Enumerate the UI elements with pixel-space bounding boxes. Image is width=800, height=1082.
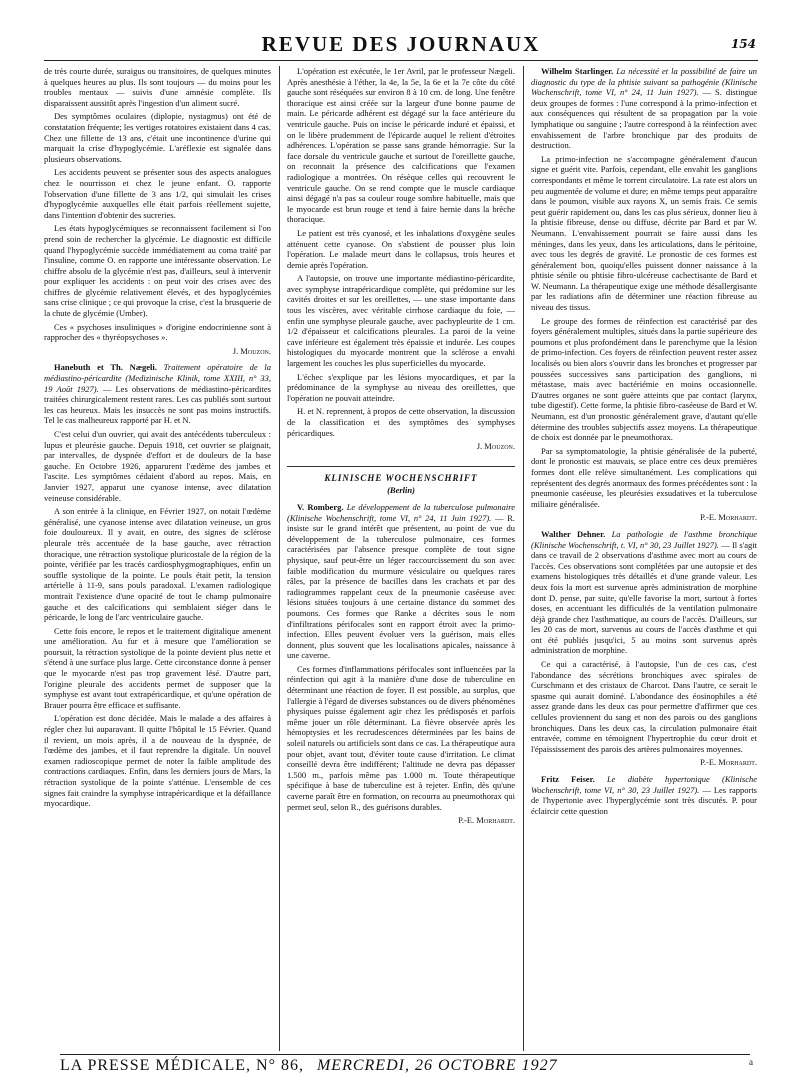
- journal-section-title: KLINISCHE WOCHENSCHRIFT: [287, 466, 515, 484]
- paragraph: Cette fois encore, le repos et le traitement digitalique amenent une amélioration. Au fur et à mesure que l'amélioration se poursuit, la rétraction systolique de la pointe devient plus nette et s'étend à une surface plus large. Cette circonstance donne à penser que le myocarde n'est pas trop gravement lésé. D'autre part, l'origine pleurale des accidents permet de supposer que la symphyse est avant tout extrapéricardique, et qu'une opération de Brauer pourra être efficace et suffisante.: [44, 625, 271, 710]
- paragraph: Ce qui a caractérisé, à l'autopsie, l'un de ces cas, c'est l'abondance des sécrétions bronchiques avec spirales de Curschmann et des cristaux de Charcot. Dans l'autre, ce serait le spasme qui aurait dominé. L'abondance des éosinophiles a été assez grande dans les deux cas pour permettre d'affirmer que ces cellules proviennent du sang et non des parois ou des ganglions bronchiques. Dans les deux cas, la circulation pulmonaire était entravée, comme en témoignent l'hypertrophie du cœur droit et l'épaississement des parois des artères pulmonaires moyennes.: [531, 659, 757, 754]
- printer-mark: a: [749, 1057, 754, 1067]
- signature: P.-E. Morhardt.: [700, 512, 757, 523]
- paragraph: C'est celui d'un ouvrier, qui avait des antécédents tuberculeux : lupus et pleurésie gauche. Depuis 1918, cet ouvrier se plaignait, par intervalles, de dyspnée d'effort et de douleurs de la base gauche. En Octobre 1926, apparurent l'œdème des jambes et l'ascite. Les symptômes cédaient d'abord au repos. Mais, en Janvier 1927, apparut une cyanose intense, avec dilatation veineuse considérable.: [44, 429, 271, 503]
- paragraph: L'échec s'explique par les lésions myocardiques, et par la prédominance de la symphyse au niveau des oreillettes, que l'opération ne pouvait atteindre.: [287, 371, 515, 403]
- page-title: REVUE DES JOURNAUX: [261, 32, 541, 56]
- page-footer: [60, 1054, 754, 1075]
- page-header: [44, 30, 758, 61]
- article-intro: — Les observations de médiastino-péricardites traitées chirurgicalement restent rares. Les cas publiés sont surtout les cas heureux. Mais les insuccès ne sont pas moins instructifs. Tel le cas malheureux rapporté par H. et N.: [44, 383, 271, 426]
- signature: P.-E. Morhardt.: [458, 815, 515, 826]
- paragraph: La primo-infection ne s'accompagne généralement d'aucun signe et guérit vite. Parfois, cependant, elle envahit les ganglions correspondants et même le torrent circulatoire. La rate est alors un peu augmentée de volume et dure; en même temps peut apparaître dans le poumon, visible aux rayons X, un semis frais. Ce semis peut guérir rapidement ou, dans les cas plus sérieux, donner lieu à la phtisie fibreuse, dense ou diffuse, décrite par Bard et par W. Neumann. L'envahissement pourrait se faire aussi dans les méninges, dans les yeux, dans les articulations, dans le péritoine, avec tous les degrés de gravité. Le pronostic de ces formes est généralement bon, quoiqu'elles puissent donner naissance à la phtisie sénile ou phtisie fibro-ulcéreuse cachectisante de Bard et W. Neumann. La thérapeutique exige une méthode désallergisante par les radiations afin de déterminer une réaction fibreuse au niveau des tissus.: [531, 153, 757, 313]
- paragraph: H. et N. reprennent, à propos de cette observation, la discussion de la classification et des symptômes des symphyses péricardiques.: [287, 406, 515, 438]
- article-heading: [287, 502, 515, 661]
- article-heading: [44, 362, 271, 426]
- page-number: 154: [730, 37, 756, 51]
- paragraph: L'opération est exécutée, le 1er Avril, par le professeur Nægeli. Après anesthésie à l'éther, la 4e, la 5e, la 6e et la 7e côte du côté gauche sont réséquées sur environ 8 à 10 cm. de long. Une fenêtre thoracique est ainsi créée sur la largeur d'une bonne paume de main. Le péricarde adhérent est dégagé sur la face antérieure du ventricule gauche. Puis on incise le péricarde induré et épaissi, et on le libère prudemment de l'épicarde auquel le relient d'étroites adhérences. L'opération se passe sans grande hémorragie. Sur la face dorsale du ventricule gauche et surtout de l'oreillette gauche, on reconnait la présence des calcifications que l'examen radiologique a montrées. On résèque celles qui recouvrent le ventricule gauche. On se rend compte que le muscle cardiaque ainsi dégagé n'a pas sa couleur rouge sombre habituelle, mais que le myocarde est brun rouge et tend à faire hernie dans la brèche thoracique.: [287, 66, 515, 225]
- article-intro: — Il s'agit dans ce travail de 2 observations d'asthme avec mort au cours de l'accès. Ces observations sont complétées par une autopsie et des examens histologiques très détaillés et d'une grande valeur. Les deux fois la mort est survenue après administration de morphine dont D. pense, par suite, qu'elle favorise la mort, surtout à fortes doses, en accentuant les difficultés de la ventilation pulmonaire déjà grande chez l'asthmatique, au cours de l'accès. D'ailleurs, sur les 20 cas de mort, survenus au cours de l'accès d'asthme et qui ont été publiés jusqu'ici, 5 au moins sont survenus après administration de morphine.: [531, 539, 757, 656]
- column-divider: [523, 66, 524, 1051]
- journal-name: LA PRESSE MÉDICALE, N° 86,: [60, 1057, 304, 1074]
- article-intro: — Les rapports de l'hypertonie avec l'hyperglycémie sont très discutés. P. pour éclaircir cette question: [531, 784, 757, 816]
- column-divider: [279, 66, 280, 1051]
- paragraph: L'opération est donc décidée. Mais le malade a des affaires à régler chez lui auparavant. Il quitte l'hôpital le 15 Février. Quand il revient, un mois après, il a de nouveau de la dyspnée, de l'œdème des jambes, et il faut reprendre la digitale. Un nouvel examen radioscopique permet de noter la faible amplitude des contractions cardiaques. Enfin, dans les derniers jours de Mars, la rétraction systolique de la pointe s'atténue. L'ensemble de ces signes fait craindre la symphyse intrapéricardique et la défaillance myocardique.: [44, 713, 271, 809]
- article-author: Wilhelm Starlinger.: [541, 66, 614, 76]
- signature: P.-E. Morhardt.: [700, 757, 757, 768]
- paragraph: Le patient est très cyanosé, et les inhalations d'oxygène seules atténuent cette cyanose. On s'abstient de pousser plus loin l'opération. Le malade meurt dans le collapsus, trois heures et demie après l'opération.: [287, 227, 515, 270]
- paragraph: A l'autopsie, on trouve une importante médiastino-péricardite, avec symphyse intrapéricardique complète, qui prédomine sur les cavités droites et sur les oreillettes, — une stase importante dans tous les viscères, avec véritable cirrhose cardiaque du foie, — enfin une symphyse pleurale gauche, avec pachypleurite de 1 cm. 1/2 d'épaisseur et calcifications pleurales. La paroi de la veine cave inférieure est également très épaissie et indurée. Les coupes histologiques du myocarde montrent que la sclérose a envahi largement les couches les plus superficielles du myocarde.: [287, 273, 515, 369]
- column-right: [531, 66, 757, 1051]
- article-author: Hanebuth et Th. Nægeli.: [54, 362, 157, 373]
- paragraph: Les accidents peuvent se présenter sous des aspects analogues chez le nourrisson et chez le jeune enfant. O. rapporte l'observation d'une fillette de 3 ans 1/2, qui simulait les crises d'hypoglycémie auxquelles elle était parfois réellement sujette, dans l'intention d'obtenir des sucreries.: [44, 167, 271, 220]
- paragraph: Des symptômes oculaires (diplopie, nystagmus) ont été de constatation fréquente; les vertiges rotatoires existaient dans 4 cas. Chez une fillette de 13 ans, c'était une incontinence d'urine qui marquait la crise d'hypoglycémie. L'aréflexie est signalée dans plusieurs observations.: [44, 111, 271, 164]
- article-author: V. Romberg.: [297, 501, 344, 512]
- issue-date: MERCREDI, 26 OCTOBRE 1927: [316, 1057, 558, 1074]
- paragraph: Ces formes d'inflammations périfocales sont influencées par la réinfection qui agit à la manière d'une dose de tuberculine en déterminant une réaction de foyer. Il est possible, au surplus, que l'allergie à l'égard de diverses substances ou de divers phénomènes physiques puisse également agir chez les prédisposés et parfois même jouer un rôle déterminant. La fièvre observée après les hémoptysies et les recrudescences déterminées par les bains de soleil naturels ou artificiels sont dans ce cas. La thérapeutique aura pour objet, avant tout, d'éviter toute cause d'irritation. Le climat conseillé devra être indifférent; l'altitude ne devra pas dépasser 1.500 m., parfois même pas 1.000 m. Toute thérapeutique spécifique à base de tuberculine est à rejeter. Enfin, dès qu'une caverne paraît être en formation, on recourra au pneumothorax qui permet seul, selon R., des guérisons durables.: [287, 663, 515, 812]
- paragraph: A son entrée à la clinique, en Février 1927, on notait l'œdème généralisé, une cyanose intense avec dilatation veineuse, un gros foie douloureux. Il y avait, en outre, des signes de sclérose pleurale très accentuée de la base gauche, avec rétraction thoracique, une rétraction systolique pluricostale de la région de la pointe, vérifiée par les tracés cardiosphygmographiques, enfin un souffle systolique de la pointe. Le pouls était petit, la tension artérielle à 11-9, sans pouls paradoxal. L'examen radiologique montrait l'existence d'une opacité de tout le champ pulmonaire gauche et des calcifications qui semblaient siéger dans le péricarde, le long de l'arc ventriculaire gauche.: [44, 506, 271, 623]
- paragraph: de très courte durée, suraigus ou transitoires, de quelques minutes à quelques heures au plus. Ils sont toujours — du moins pour les troubles mentaux — suivis d'une amnésie complète. Ils disparaissent aussitôt après l'ingestion d'un aliment sucré.: [44, 66, 271, 108]
- article-title: Le développement de la tuberculose pulmonaire (Klinische Wochenschrift, tome VI, n° 24, 11 Juin 1927).: [287, 501, 515, 523]
- article-heading: [531, 774, 757, 816]
- column-middle: [287, 66, 515, 1051]
- paragraph: Par sa symptomatologie, la phtisie généralisée de la puberté, dont le pronostic est mauvais, se place entre ces deux premières formes dont elle relève simultanément. Les complications qui représentent des degrés anormaux des formes précédentes sont : la pneumonie caséeuse, les pleurésies exsudatives et la tuberculose miliaire généralisée.: [531, 445, 757, 509]
- article-intro: — R. insiste sur le grand intérêt que présentent, au point de vue du développement de la tuberculose pulmonaire, ces formes caractérisées par l'absence presque complète de tout signe physique, sauf peut-être un léger raccourcissement du son avec faible modification du murmure vésiculaire ou quelques rares râles, par la présence de bacilles dans les crachats et par des radiogrammes rappelant ceux de la pneumonie caséeuse avec lésions situées toujours à une certaine distance du sommet des poumons. Ces formes que Ranke a décrites sous le nom d'infiltrations périfocales sont en rapport étroit avec la primo-infection. Elles peuvent évoluer vers la guérison, mais elles donnent, plus souvent que les localisations apicales, naissance à une caverne.: [287, 512, 515, 661]
- article-title: La pathologie de l'asthme bronchique (Klinische Wochenschrift, t. VI, n° 30, 23 Juillet 1927).: [531, 528, 757, 550]
- paragraph: Le groupe des formes de réinfection est caractérisé par des foyers généralement multiples, situés dans la partie supérieure des poumons et plus profondément dans le parenchyme que la lésion de primo-infection. Ces foyers de réinfection peuvent rester assez localisés ou bien alors s'ouvrir dans les bronches et progresser par poussées successives sans participation des ganglions, ni métastase, mais avec bactériémie en moins occasionnelle. D'autres organes ne sont guère atteints que par contact (larynx, tube digestif). Cette forme, la phtisie fibro-caséeuse de Bard et W. Neumann, est d'un pronostic généralement grave, d'autant qu'elle détermine des troubles subjectifs assez moyens. La thérapeutique de choix est donnée par le pneumothorax.: [531, 315, 757, 443]
- article-title: Traitement opératoire de la médiastino-péricardite (Medizinische Klinik, tome XXIII, n° 33, 19 Août 1927).: [44, 362, 271, 394]
- article-author: Walther Dehner.: [541, 528, 606, 539]
- paragraph: Les états hypoglycémiques se reconnaissent facilement si l'on prend soin de rechercher la glycémie. Le diagnostic est difficile quand l'hypoglycémie succède immédiatement au coma traité par l'insuline, comme O. en rapporte une intéressante observation. Le chiffre absolu de la glycémie n'est pas, d'ailleurs, seul à intervenir pour expliquer les accidents : on peut voir des crises avec des chiffres de glycémie relativement élevés, et des hypoglycémies sans crise clinique ; ce qui provoque la crise, c'est la brusquerie de la chute de glycémie (Umber).: [44, 223, 271, 319]
- article-title: Le diabète hypertonique (Klinische Wochenschrift, tome VI, n° 30, 23 Juillet 1927).: [531, 774, 757, 795]
- article-heading: [531, 66, 757, 151]
- article-title: La nécessité et la possibilité de faire un diagnostic du type de la phtisie suivant sa pathogénie (Klinische Wochenschrift, tome VI, n° 24, 11 Juin 1927).: [531, 66, 757, 98]
- signature: J. Mouzon.: [232, 345, 271, 356]
- article-intro: — S. distingue deux groupes de formes : l'une correspond à la primo-infection et aux conséquences qui résultent de sa propagation par la voie lymphatique ou sanguine ; l'autre correspond à la réinfection avec envahissement de l'arbre bronchique par des produits de destruction.: [531, 87, 757, 151]
- paragraph: Ces « psychoses insuliniques » d'origine endocrinienne sont à rapprocher des « thyréopsychoses ».: [44, 321, 271, 343]
- article-heading: [531, 529, 757, 656]
- signature: J. Mouzon.: [476, 441, 515, 452]
- article-author: Fritz Feiser.: [541, 774, 595, 784]
- column-left: [44, 66, 271, 1051]
- journal-city: (Berlin): [387, 485, 415, 496]
